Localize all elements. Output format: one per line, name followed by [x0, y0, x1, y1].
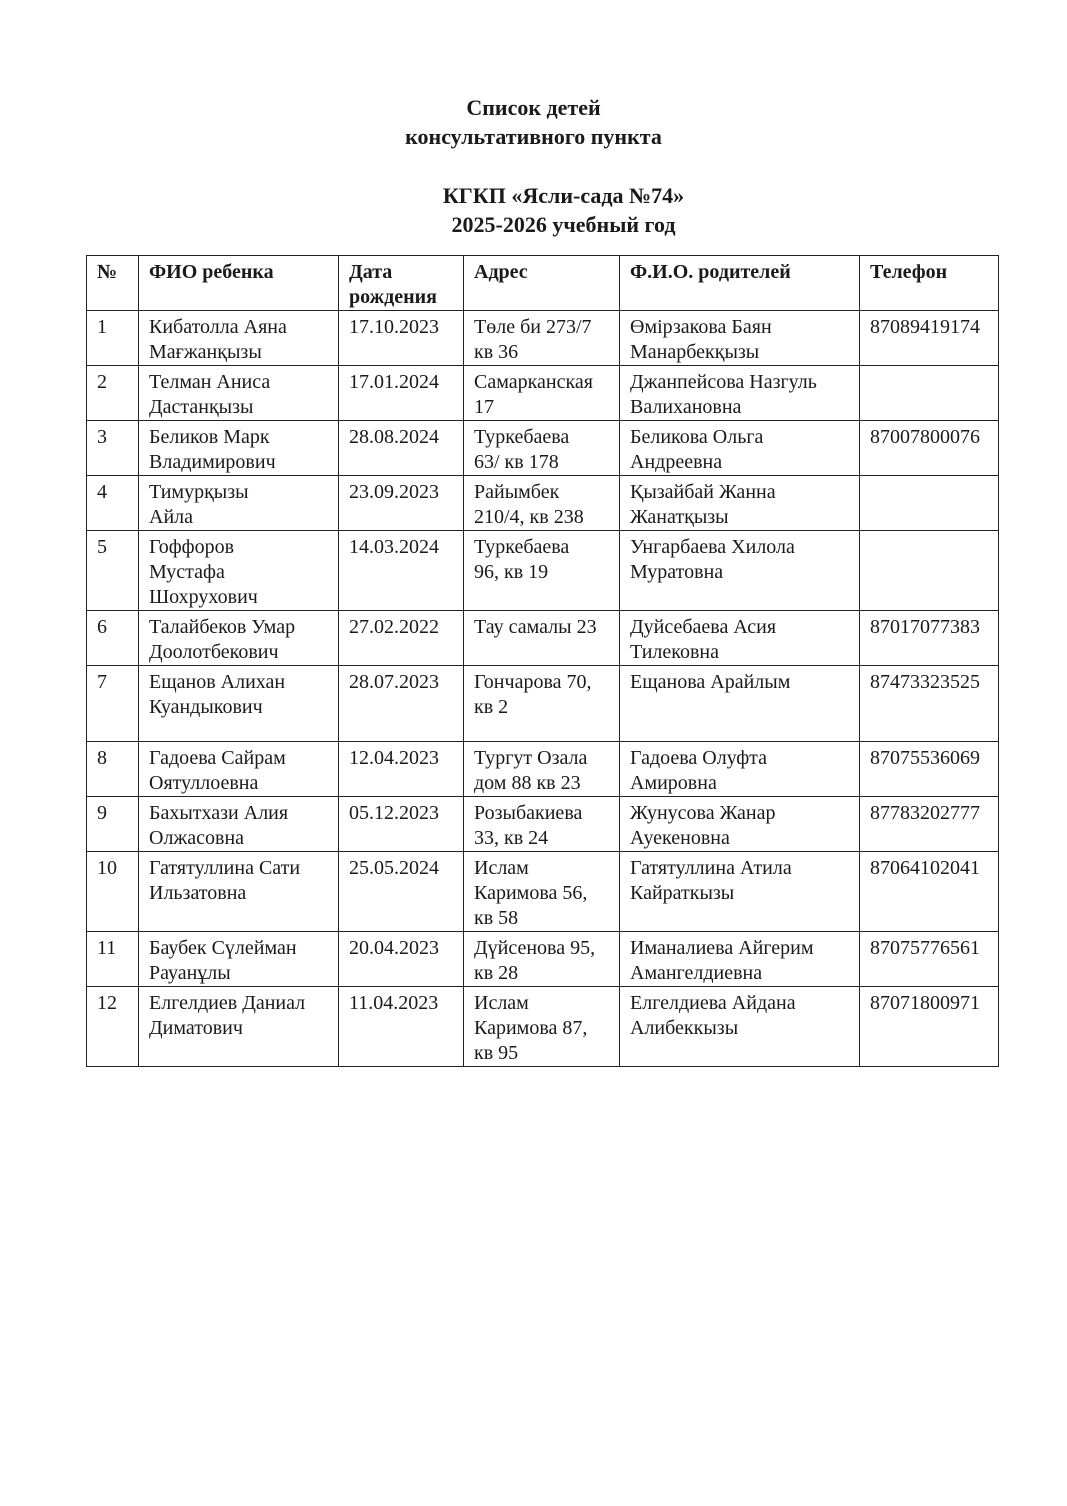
row-birth-date-text: 28.07.2023: [349, 671, 439, 693]
row-birth-date: [339, 421, 464, 476]
row-birth-date-text: 17.01.2024: [349, 371, 439, 393]
row-phone: [860, 852, 999, 932]
row-address-text: Туркебаева 96, кв 19: [474, 536, 570, 583]
row-phone: [860, 311, 999, 366]
table-row: [87, 797, 999, 852]
row-parents: [620, 421, 860, 476]
row-child-name: [139, 987, 339, 1067]
row-number: [87, 311, 139, 366]
row-birth-date-text: 23.09.2023: [349, 481, 439, 503]
row-birth-date-text: 12.04.2023: [349, 747, 439, 769]
row-number: [87, 531, 139, 611]
row-parents: [620, 611, 860, 666]
row-address-text: Гончарова 70, кв 2: [474, 671, 592, 718]
row-parents-text: Гадоева Олуфта Амировна: [630, 747, 768, 794]
row-child-name: [139, 666, 339, 742]
row-number-text: 11: [97, 937, 117, 959]
title-line-2: консультативного пункта: [405, 124, 662, 149]
row-number: [87, 797, 139, 852]
organization-name: КГКП «Ясли-сада №74»: [442, 183, 685, 208]
header-phone: Телефон: [860, 256, 999, 311]
row-phone: [860, 666, 999, 742]
row-parents: [620, 476, 860, 531]
row-phone-text: 87017077383: [870, 616, 980, 638]
row-number-text: 6: [97, 616, 107, 638]
row-number: [87, 476, 139, 531]
row-phone: [860, 366, 999, 421]
row-parents: [620, 666, 860, 742]
row-parents: [620, 987, 860, 1067]
row-child-name-text: Кибатолла Аяна Мағжанқызы: [149, 316, 287, 363]
row-birth-date-text: 11.04.2023: [349, 992, 439, 1014]
row-child-name: [139, 421, 339, 476]
row-parents-text: Унгарбаева Хилола Муратовна: [630, 536, 795, 583]
row-address: [464, 742, 620, 797]
row-birth-date-text: 17.10.2023: [349, 316, 439, 338]
row-address: [464, 797, 620, 852]
row-address: [464, 421, 620, 476]
row-address-text: Туркебаева 63/ кв 178: [474, 426, 570, 473]
row-child-name: [139, 476, 339, 531]
row-address: [464, 531, 620, 611]
table-row: [87, 852, 999, 932]
row-birth-date: [339, 366, 464, 421]
row-parents: [620, 797, 860, 852]
row-number-text: 10: [97, 857, 117, 879]
row-parents: [620, 852, 860, 932]
row-phone: [860, 797, 999, 852]
table-row: [87, 421, 999, 476]
row-number-text: 12: [97, 992, 117, 1014]
row-address: [464, 611, 620, 666]
row-child-name-text: Тимурқызы Айла: [149, 481, 249, 528]
row-number: [87, 366, 139, 421]
table-row: [87, 611, 999, 666]
row-phone-text: 87064102041: [870, 857, 980, 879]
row-address-text: Райымбек 210/4, кв 238: [474, 481, 584, 528]
row-number: [87, 932, 139, 987]
row-child-name: [139, 742, 339, 797]
row-parents: [620, 742, 860, 797]
document-title: [0, 93, 1067, 151]
row-child-name: [139, 797, 339, 852]
row-child-name-text: Ещанов Алихан Куандыкович: [149, 671, 286, 718]
row-parents-text: Иманалиева Айгерим Амангелдиевна: [630, 937, 814, 984]
row-parents-text: Джанпейсова Назгуль Валихановна: [630, 371, 817, 418]
row-birth-date-text: 27.02.2022: [349, 616, 439, 638]
row-child-name-text: Елгелдиев Даниал Диматович: [149, 992, 306, 1039]
table-row: [87, 932, 999, 987]
title-line-1: Список детей: [466, 95, 601, 120]
row-address-text: Самарканская 17: [474, 371, 593, 418]
row-birth-date: [339, 611, 464, 666]
header-birth-date: Дата рождения: [339, 256, 464, 311]
row-child-name-text: Талайбеков Умар Доолотбекович: [149, 616, 296, 663]
row-birth-date: [339, 852, 464, 932]
row-birth-date-text: 25.05.2024: [349, 857, 439, 879]
row-child-name: [139, 611, 339, 666]
row-parents-text: Дуйсебаева Асия Тилековна: [630, 616, 777, 663]
row-child-name: [139, 366, 339, 421]
row-address: [464, 366, 620, 421]
row-child-name-text: Гатятуллина Сати Ильзатовна: [149, 857, 301, 904]
row-birth-date: [339, 797, 464, 852]
row-parents-text: Қызайбай Жанна Жанатқызы: [630, 481, 776, 528]
header-child-name: ФИО ребенка: [139, 256, 339, 311]
row-birth-date-text: 28.08.2024: [349, 426, 439, 448]
row-parents-text: Ещанова Арайлым: [630, 671, 791, 693]
row-number-text: 2: [97, 371, 107, 393]
row-parents-text: Өмірзакова Баян Манарбекқызы: [630, 316, 772, 363]
row-child-name: [139, 852, 339, 932]
row-phone-text: 87007800076: [870, 426, 980, 448]
table-row: [87, 666, 999, 742]
row-number: [87, 742, 139, 797]
row-birth-date: [339, 932, 464, 987]
row-phone: [860, 987, 999, 1067]
row-address-text: Төле би 273/7 кв 36: [474, 316, 592, 363]
row-address-text: Ислам Каримова 87, кв 95: [474, 992, 588, 1064]
row-address: [464, 666, 620, 742]
row-address-text: Розыбакиева 33, кв 24: [474, 802, 583, 849]
children-table: [86, 255, 999, 1067]
row-birth-date-text: 05.12.2023: [349, 802, 439, 824]
row-number: [87, 421, 139, 476]
row-child-name-text: Телман Аниса Дастанқызы: [149, 371, 271, 418]
table-header-row: [87, 256, 999, 311]
row-parents-text: Жунусова Жанар Ауекеновна: [630, 802, 776, 849]
row-address: [464, 932, 620, 987]
row-number-text: 3: [97, 426, 107, 448]
table-row: [87, 531, 999, 611]
row-birth-date: [339, 311, 464, 366]
row-number: [87, 611, 139, 666]
row-child-name-text: Баубек Сүлейман Рауанұлы: [149, 937, 297, 984]
row-child-name: [139, 311, 339, 366]
row-phone-text: 87473323525: [870, 671, 980, 693]
row-birth-date: [339, 666, 464, 742]
row-child-name-text: Беликов Марк Владимирович: [149, 426, 276, 473]
row-phone-text: 87071800971: [870, 992, 980, 1014]
row-number: [87, 987, 139, 1067]
row-birth-date: [339, 742, 464, 797]
row-child-name: [139, 531, 339, 611]
row-parents-text: Елгелдиева Айдана Алибеккызы: [630, 992, 796, 1039]
academic-year: 2025-2026 учебный год: [451, 212, 676, 237]
row-phone: [860, 611, 999, 666]
row-phone-text: 87089419174: [870, 316, 980, 338]
row-phone-text: 87075776561: [870, 937, 980, 959]
row-birth-date: [339, 531, 464, 611]
row-number-text: 7: [97, 671, 107, 693]
header-number: №: [87, 256, 139, 311]
row-parents-text: Беликова Ольга Андреевна: [630, 426, 764, 473]
table-row: [87, 311, 999, 366]
row-child-name-text: Гадоева Сайрам Оятуллоевна: [149, 747, 286, 794]
row-address: [464, 311, 620, 366]
row-birth-date: [339, 476, 464, 531]
row-child-name: [139, 932, 339, 987]
row-number: [87, 666, 139, 742]
table-row: [87, 366, 999, 421]
row-phone: [860, 932, 999, 987]
table-row: [87, 987, 999, 1067]
row-parents: [620, 311, 860, 366]
row-phone-text: 87075536069: [870, 747, 980, 769]
row-phone: [860, 531, 999, 611]
row-number: [87, 852, 139, 932]
row-number-text: 8: [97, 747, 107, 769]
row-parents-text: Гатятуллина Атила Кайраткызы: [630, 857, 792, 904]
row-phone: [860, 742, 999, 797]
row-birth-date: [339, 987, 464, 1067]
document-subtitle: [30, 181, 1067, 239]
row-address-text: Дүйсенова 95, кв 28: [474, 937, 596, 984]
row-number-text: 1: [97, 316, 107, 338]
row-phone: [860, 421, 999, 476]
row-birth-date-text: 20.04.2023: [349, 937, 439, 959]
row-parents: [620, 932, 860, 987]
row-address-text: Ислам Каримова 56, кв 58: [474, 857, 588, 929]
row-number-text: 9: [97, 802, 107, 824]
row-address: [464, 987, 620, 1067]
row-phone: [860, 476, 999, 531]
row-child-name-text: Бахытхази Алия Олжасовна: [149, 802, 289, 849]
row-parents: [620, 366, 860, 421]
row-address-text: Тургут Озала дом 88 кв 23: [474, 747, 588, 794]
table-row: [87, 742, 999, 797]
row-number-text: 5: [97, 536, 107, 558]
row-parents: [620, 531, 860, 611]
header-parents: Ф.И.О. родителей: [620, 256, 860, 311]
row-birth-date-text: 14.03.2024: [349, 536, 439, 558]
row-child-name-text: Гоффоров Мустафа Шохрухович: [149, 536, 258, 608]
row-phone-text: 87783202777: [870, 802, 980, 824]
row-address-text: Тау самалы 23: [474, 616, 597, 638]
table-row: [87, 476, 999, 531]
row-address: [464, 476, 620, 531]
row-address: [464, 852, 620, 932]
header-address: Адрес: [464, 256, 620, 311]
row-number-text: 4: [97, 481, 107, 503]
